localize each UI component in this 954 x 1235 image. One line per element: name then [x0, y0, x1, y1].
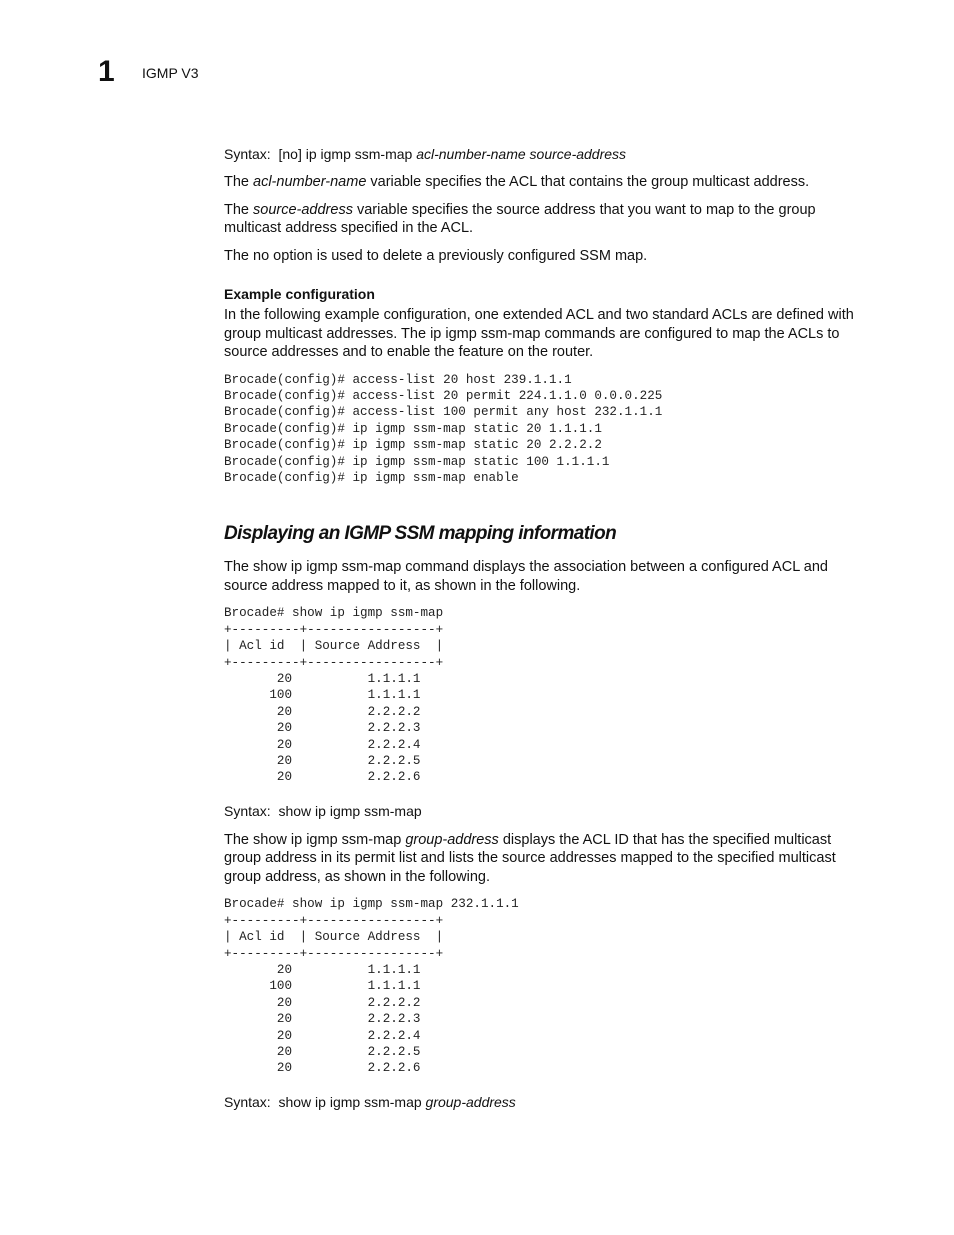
keyword: show ip igmp ssm-map — [253, 831, 402, 848]
syntax-command: show ip igmp ssm-map — [278, 802, 422, 819]
text: The — [224, 559, 254, 576]
syntax-line-3 — [224, 1093, 869, 1112]
text: option is used to delete a previously configured SSM map. — [269, 247, 648, 264]
keyword: ip igmp ssm-map — [430, 325, 541, 342]
example-paragraph — [224, 306, 869, 362]
syntax-line-1 — [224, 145, 869, 164]
syntax-command: show ip igmp ssm-map — [278, 1093, 422, 1110]
variable: source-address — [253, 201, 353, 218]
text: commands are configured to map the ACLs to source addresses and to enable the feature on the router. — [224, 325, 840, 360]
text: The — [224, 247, 254, 264]
syntax-label: Syntax: — [224, 802, 271, 819]
text: The — [224, 831, 254, 848]
syntax-label: Syntax: — [224, 146, 271, 162]
keyword: show ip igmp ssm-map — [253, 559, 402, 576]
text: variable specifies the ACL that contains the group multicast address. — [366, 174, 810, 190]
example-heading: Example configuration — [224, 286, 375, 302]
page-content — [224, 145, 869, 1112]
paragraph-acl-number-name — [224, 173, 869, 192]
text: command displays the association between a configured ACL and source address mapped to it, as shown in the following. — [224, 559, 828, 594]
syntax-args: group-address — [425, 1093, 516, 1110]
show-group-output-code-block: Brocade# show ip igmp ssm-map 232.1.1.1 +---------+-----------------+ | Acl id | Source Address | +---------+-----------------+ 20 1.1.1.1 100 1.1.1.1 20 2.2.2.2 20 2.2.2.3 20 2.2.2.4 20 2.2.2.5 20 2.2.2.6 — [224, 897, 519, 1076]
paragraph-no-option — [224, 247, 869, 266]
paragraph-show-command — [224, 558, 869, 595]
text: displays the ACL ID that has the specified multicast group address in its permit list and lists the source addresses mapped to the specified multicast group address, as shown in the following. — [224, 831, 836, 885]
keyword: no — [253, 247, 270, 264]
show-output-code-block: Brocade# show ip igmp ssm-map +---------+-----------------+ | Acl id | Source Address | +---------+-----------------+ 20 1.1.1.1 100 1.1.1.1 20 2.2.2.2 20 2.2.2.3 20 2.2.2.4 20 2.2.2.5 20 2.2.2.6 — [224, 606, 444, 785]
paragraph-source-address — [224, 201, 869, 238]
text: The — [224, 201, 254, 218]
chapter-title: IGMP V3 — [142, 65, 199, 81]
text: The — [224, 174, 254, 190]
paragraph-show-group-address — [224, 831, 869, 887]
example-code-block: Brocade(config)# access-list 20 host 239.1.1.1 Brocade(config)# access-list 20 permit 224.1.1.0 0.0.0.225 Brocade(config)# access-list 100 permit any host 232.1.1.1 Brocade(config)# ip igmp ssm-map static 20 1.1.1.1 Brocade(config)# ip igmp ssm-map static 20 2.2.2.2 Brocade(config)# ip igmp ssm-map static 100 1.1.1.1 Brocade(config)# ip igmp ssm-map enable — [224, 372, 663, 485]
section-heading: Displaying an IGMP SSM mapping information — [224, 523, 617, 545]
syntax-command: [no] ip igmp ssm-map — [278, 146, 413, 162]
syntax-args: acl-number-name source-address — [416, 146, 627, 162]
text: variable specifies the source address that you want to map to the group multicast address specified in the ACL. — [224, 201, 816, 236]
variable: acl-number-name — [253, 174, 367, 190]
syntax-label: Syntax: — [224, 1093, 271, 1110]
variable: group-address — [405, 831, 499, 848]
chapter-number: 1 — [98, 55, 115, 88]
syntax-line-2 — [224, 802, 869, 821]
text: In the following example configuration, one extended ACL and two standard ACLs are defined with group multicast addresses. The — [224, 307, 854, 342]
